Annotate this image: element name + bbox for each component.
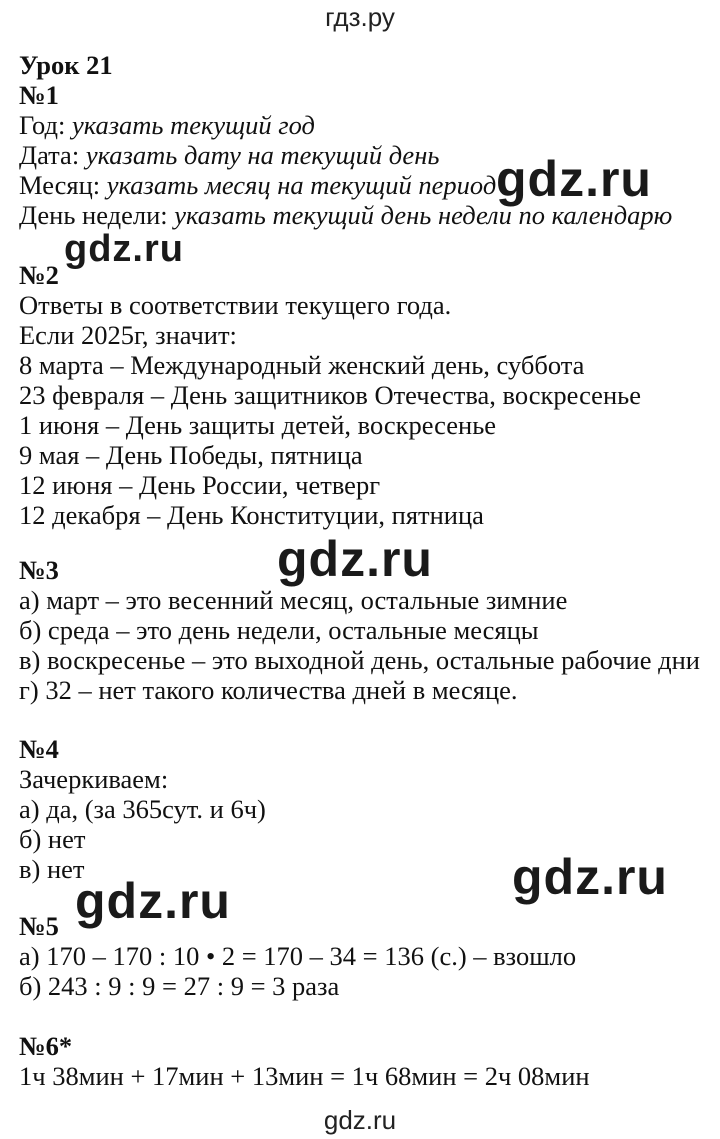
watermark-logo: gdz.ru (64, 228, 184, 270)
task-1-row-year (19, 110, 315, 140)
task-4-line: а) да, (за 365сут. и 6ч) (19, 794, 266, 824)
watermark-logo: gdz.ru (75, 873, 231, 929)
task-6-number: №6* (19, 1031, 73, 1061)
row-label: День недели: (19, 200, 175, 230)
task-5-number: №5 (19, 911, 59, 941)
task-3-line: б) среда – это день недели, остальные месяцы (19, 615, 539, 645)
row-label: Дата: (19, 140, 86, 170)
watermark-logo: gdz.ru (496, 151, 652, 207)
task-4-line: б) нет (19, 824, 86, 854)
task-2-line: 8 марта – Международный женский день, суббота (19, 350, 585, 380)
task-2-line: 9 мая – День Победы, пятница (19, 440, 363, 470)
task-1-row-month (19, 170, 496, 200)
task-2-line: Если 2025г, значит: (19, 320, 237, 350)
site-footer: gdz.ru (323, 1105, 397, 1135)
lesson-title: Урок 21 (19, 50, 113, 80)
task-5-line: б) 243 : 9 : 9 = 27 : 9 = 3 раза (19, 971, 340, 1001)
task-6-line: 1ч 38мин + 17мин + 13мин = 1ч 68мин = 2ч 08мин (19, 1061, 590, 1091)
task-3-number: №3 (19, 555, 59, 585)
row-value: указать месяц на текущий период (106, 170, 497, 200)
task-4-number: №4 (19, 734, 59, 764)
watermark-logo: gdz.ru (277, 531, 433, 587)
row-label: Год: (19, 110, 72, 140)
task-1-number: №1 (19, 80, 59, 110)
watermark-logo: gdz.ru (512, 849, 668, 905)
task-2-line: 23 февраля – День защитников Отечества, воскресенье (19, 380, 641, 410)
task-2-line: Ответы в соответствии текущего года. (19, 290, 452, 320)
row-label: Месяц: (19, 170, 107, 200)
task-4-line: Зачеркиваем: (19, 764, 169, 794)
task-2-line: 1 июня – День защиты детей, воскресенье (19, 410, 497, 440)
task-2-number: №2 (19, 260, 59, 290)
task-5-line: а) 170 – 170 : 10 • 2 = 170 – 34 = 136 (с.) – взошло (19, 941, 577, 971)
task-2-line: 12 июня – День России, четверг (19, 470, 381, 500)
site-header: гдз.ру (325, 2, 395, 32)
row-value: указать текущий год (71, 110, 315, 140)
task-1-row-date (19, 140, 439, 170)
row-value: указать дату на текущий день (85, 140, 440, 170)
task-3-line: а) март – это весенний месяц, остальные зимние (19, 585, 568, 615)
task-3-line: г) 32 – нет такого количества дней в месяце. (19, 675, 518, 705)
task-2-line: 12 декабря – День Конституции, пятница (19, 500, 484, 530)
task-4-line: в) нет (19, 854, 85, 884)
task-3-line: в) воскресенье – это выходной день, остальные рабочие дни (19, 645, 700, 675)
row-value: указать текущий день недели по календарю (174, 200, 673, 230)
